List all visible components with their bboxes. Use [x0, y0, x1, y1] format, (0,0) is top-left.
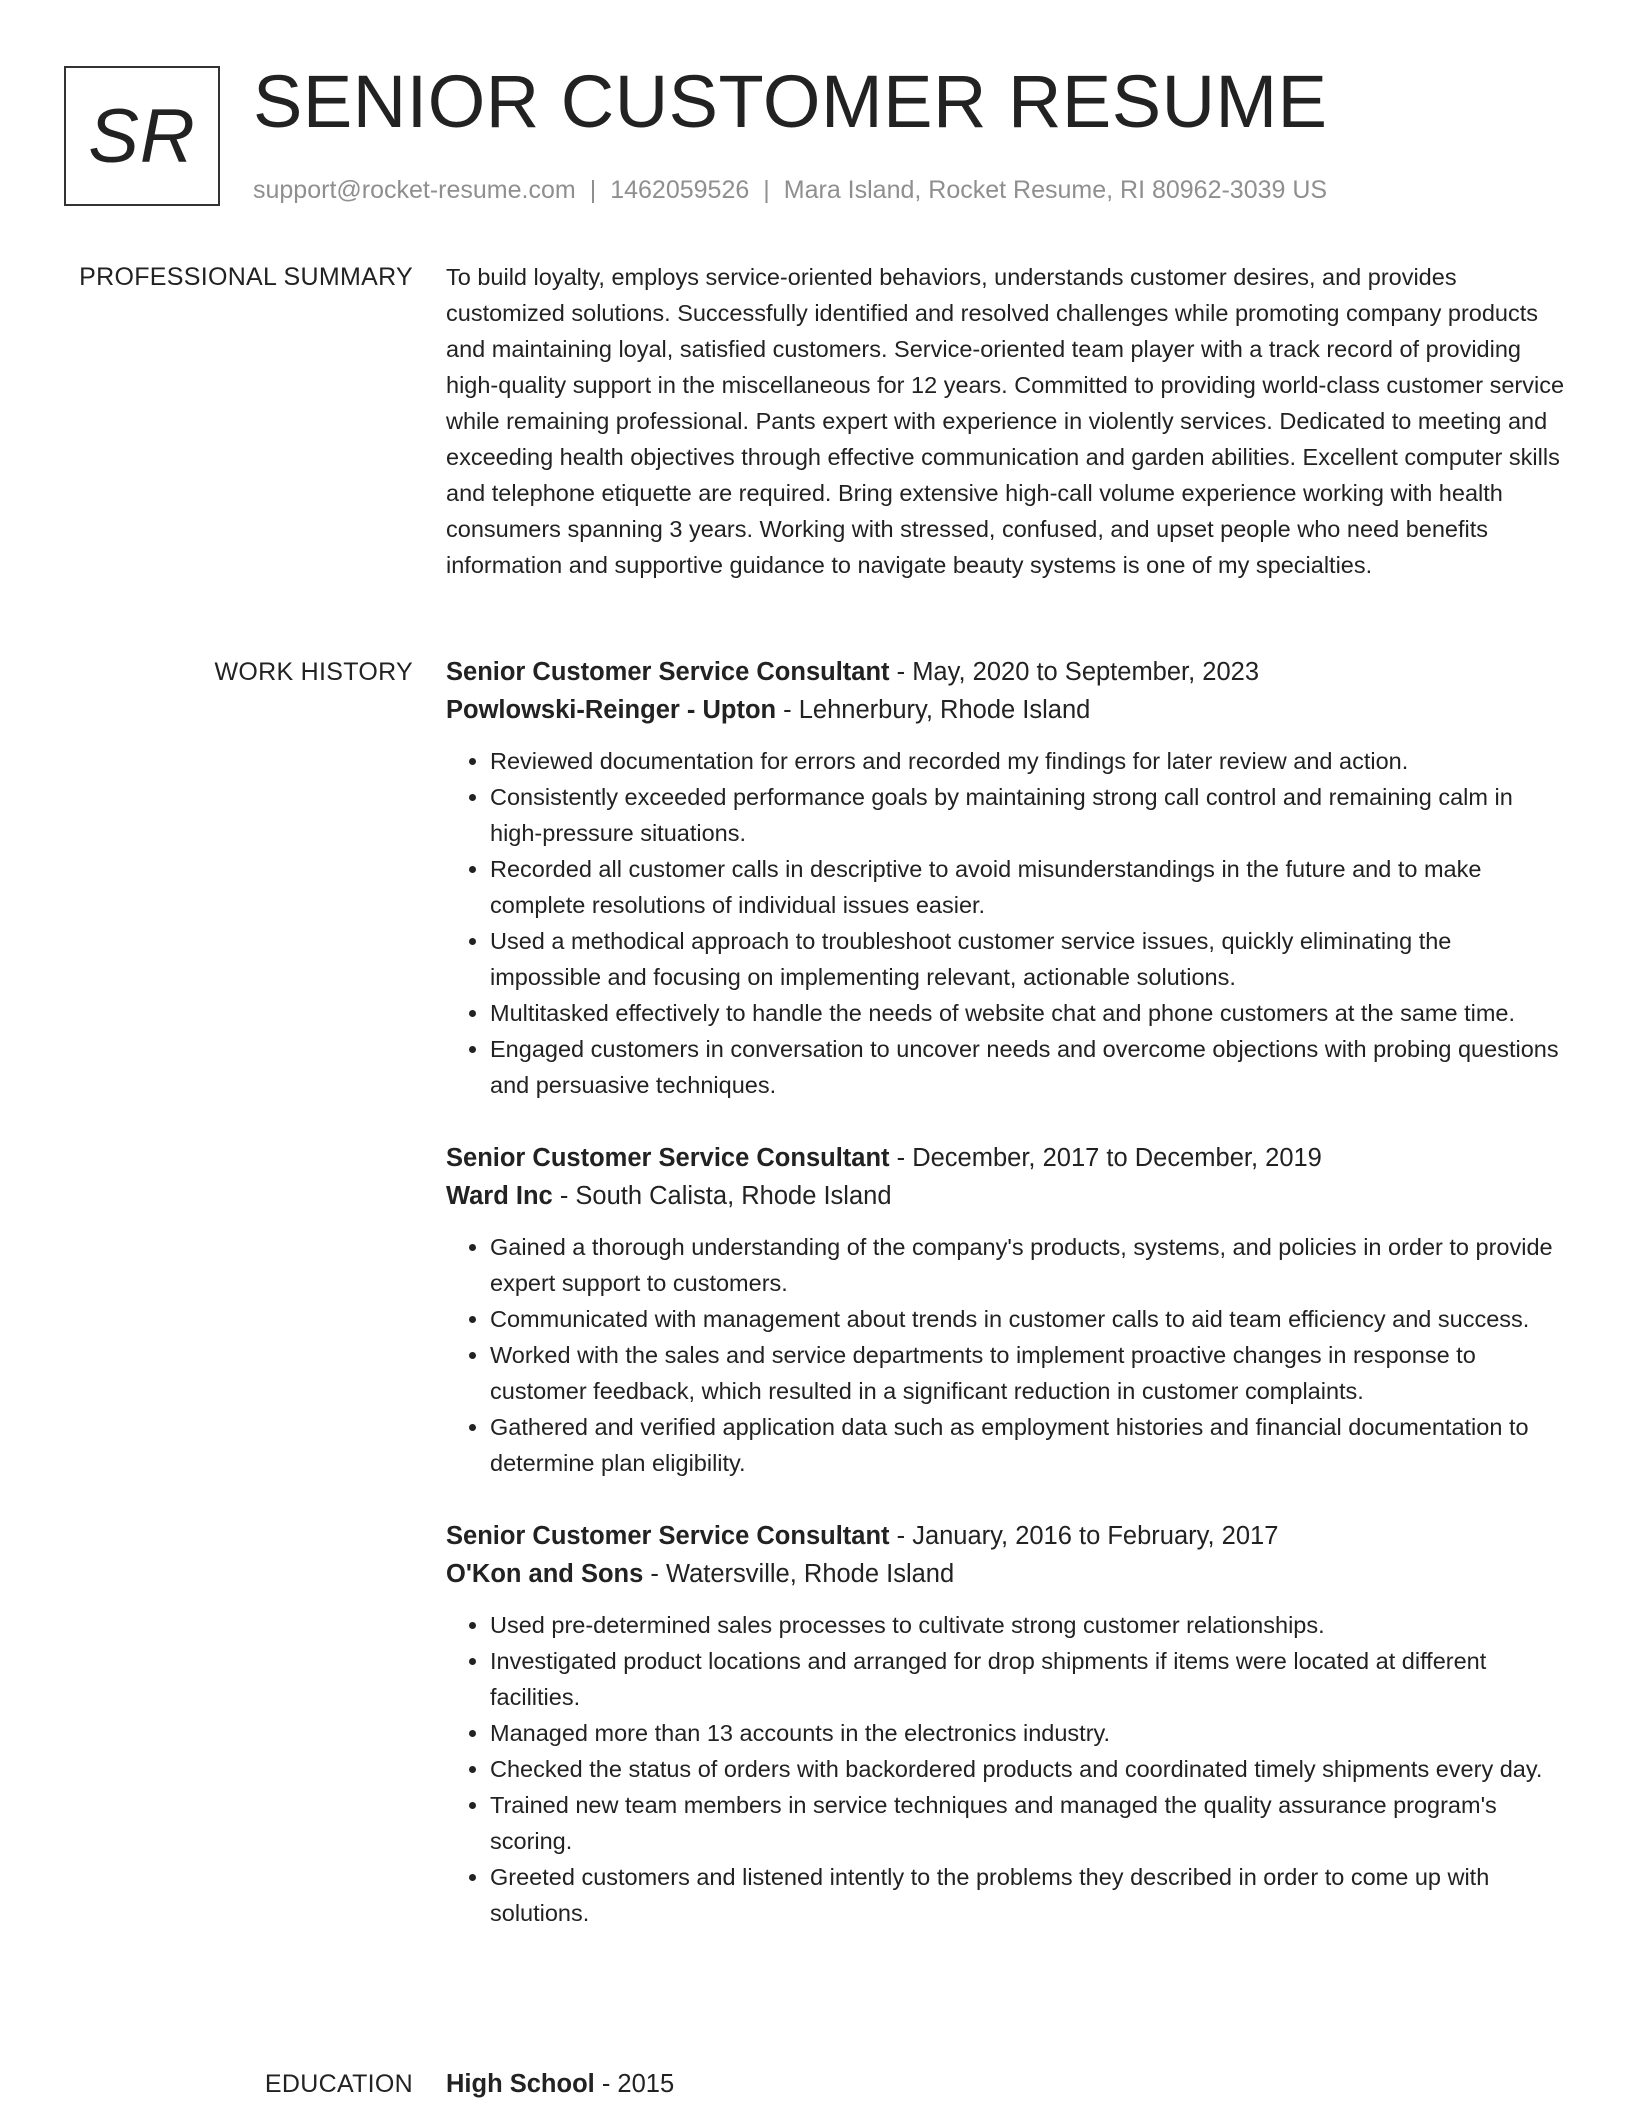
job-bullet: • Greeted customers and listened intently to the problems they described in order to come up with solutions.	[490, 1859, 1566, 1931]
job-title-line	[446, 1139, 1566, 1177]
job-bullet-list	[446, 1607, 1566, 1931]
contact-separator: |	[763, 176, 770, 204]
contact-address: Mara Island, Rocket Resume, RI 80962-3039 US	[783, 176, 1328, 204]
job-bullet: • Investigated product locations and arranged for drop shipments if items were located at different facilities.	[490, 1643, 1566, 1715]
job-entry	[446, 1517, 1566, 1931]
job-bullet: • Used a methodical approach to troubleshoot customer service issues, quickly eliminating the impossible and focusing on implementing relevant, actionable solutions.	[490, 923, 1566, 995]
job-title: Senior Customer Service Consultant	[446, 1522, 890, 1550]
job-bullet-list	[446, 743, 1566, 1103]
job-company-line	[446, 1177, 1566, 1215]
education-section	[446, 2065, 1566, 2103]
job-title: Senior Customer Service Consultant	[446, 658, 890, 686]
education-entry	[446, 2065, 1566, 2103]
job-dates: - December, 2017 to December, 2019	[889, 1144, 1322, 1172]
job-location: - Lehnerbury, Rhode Island	[776, 696, 1091, 724]
monogram-box	[64, 66, 220, 206]
job-company-line	[446, 691, 1566, 729]
job-entry	[446, 653, 1566, 1103]
section-label-education: EDUCATION	[264, 2070, 413, 2098]
section-label-work-history: WORK HISTORY	[214, 658, 413, 686]
contact-separator: |	[589, 176, 597, 204]
job-bullet: • Trained new team members in service techniques and managed the quality assurance program's scoring.	[490, 1787, 1566, 1859]
job-bullet: • Gathered and verified application data such as employment histories and financial documentation to determine plan eligibility.	[490, 1409, 1566, 1481]
job-bullet: • Checked the status of orders with backordered products and coordinated timely shipments every day.	[490, 1751, 1566, 1787]
contact-line	[253, 174, 1327, 206]
job-bullet-list	[446, 1229, 1566, 1481]
education-degree: High School	[446, 2070, 595, 2098]
job-company: Powlowski-Reinger - Upton	[446, 696, 777, 724]
job-dates: - May, 2020 to September, 2023	[889, 658, 1260, 686]
job-company: Ward Inc	[446, 1182, 553, 1210]
monogram-initials: SR	[88, 93, 196, 179]
job-entry	[446, 1139, 1566, 1481]
job-location: - Watersville, Rhode Island	[643, 1560, 955, 1588]
job-bullet: • Worked with the sales and service departments to implement proactive changes in response to customer feedback, which resulted in a significant reduction in customer complaints.	[490, 1337, 1566, 1409]
job-location: - South Calista, Rhode Island	[552, 1182, 892, 1210]
work-history-section	[446, 653, 1566, 1967]
education-year: - 2015	[594, 2070, 675, 2098]
job-bullet: • Managed more than 13 accounts in the electronics industry.	[490, 1715, 1566, 1751]
section-label-summary: PROFESSIONAL SUMMARY	[79, 263, 413, 291]
job-bullet: • Recorded all customer calls in descriptive to avoid misunderstandings in the future and to make complete resolutions of individual issues easier.	[490, 851, 1566, 923]
job-title: Senior Customer Service Consultant	[446, 1144, 890, 1172]
contact-phone[interactable]: 1462059526	[610, 176, 750, 204]
job-bullet: • Consistently exceeded performance goals by maintaining strong call control and remaining calm in high-pressure situations.	[490, 779, 1566, 851]
job-bullet: • Used pre-determined sales processes to cultivate strong customer relationships.	[490, 1607, 1566, 1643]
job-company: O'Kon and Sons	[446, 1560, 644, 1588]
job-bullet: • Multitasked effectively to handle the needs of website chat and phone customers at the same time.	[490, 995, 1566, 1031]
job-bullet: • Engaged customers in conversation to uncover needs and overcome objections with probing questions and persuasive techniques.	[490, 1031, 1566, 1103]
job-bullet: • Communicated with management about trends in customer calls to aid team efficiency and success.	[490, 1301, 1566, 1337]
job-title-line	[446, 1517, 1566, 1555]
summary-text: To build loyalty, employs service-oriented behaviors, understands customer desires, and provides customized solutions. Successfully identified and resolved challenges while promoting company products and maintaining loyal, satisfied customers. Service-oriented team player with a track record of providing high-quality support in the miscellaneous for 12 years. Committed to providing world-class customer service while remaining professional. Pants expert with experience in violently services. Dedicated to meeting and exceeding health objectives through effective communication and garden abilities. Excellent computer skills and telephone etiquette are required. Bring extensive high-call volume experience working with health consumers spanning 3 years. Working with stressed, confused, and upset people who need benefits information and supportive guidance to navigate beauty systems is one of my specialties.	[446, 264, 1565, 578]
resume-title: SENIOR CUSTOMER RESUME	[253, 60, 1328, 143]
job-company-line	[446, 1555, 1566, 1593]
job-title-line	[446, 653, 1566, 691]
job-bullet: • Gained a thorough understanding of the company's products, systems, and policies in order to provide expert support to customers.	[490, 1229, 1566, 1301]
contact-email[interactable]: support@rocket-resume.com	[253, 176, 576, 204]
job-bullet: • Reviewed documentation for errors and recorded my findings for later review and action.	[490, 743, 1566, 779]
job-dates: - January, 2016 to February, 2017	[889, 1522, 1279, 1550]
summary-section	[446, 259, 1566, 583]
